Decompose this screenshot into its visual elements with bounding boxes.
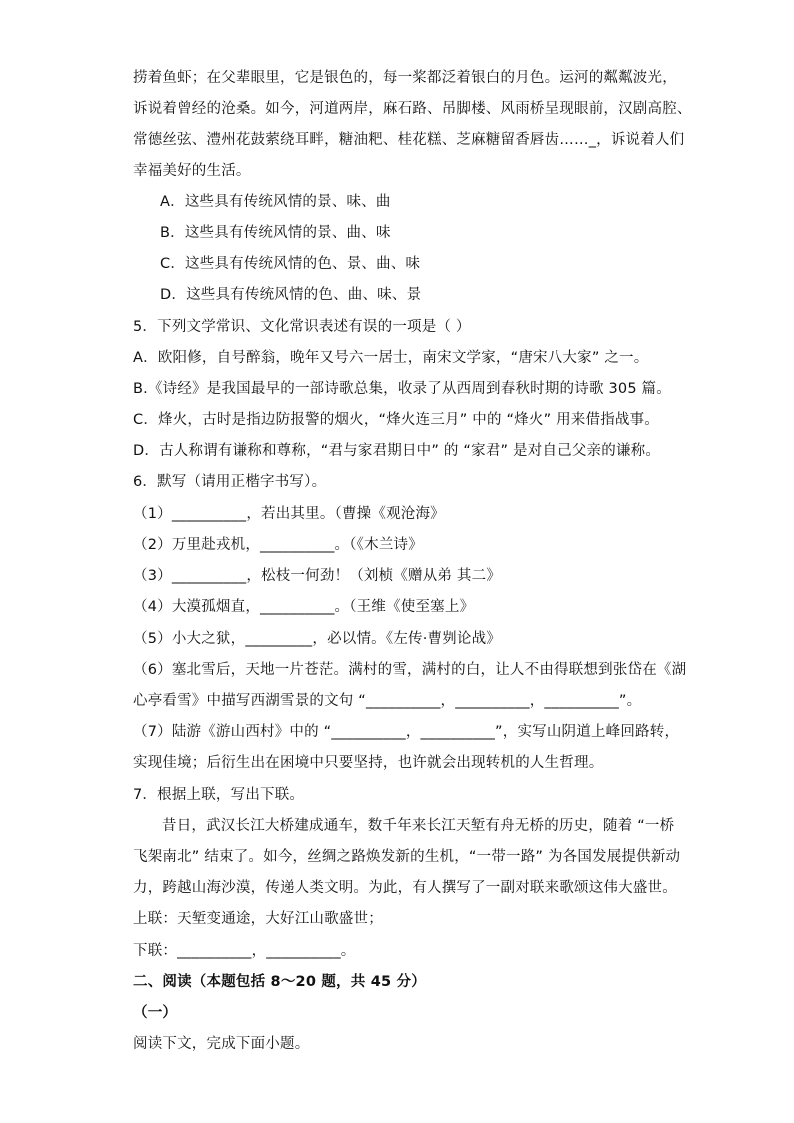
q6-item: （7）陆游《游山西村》中的 “__________，__________”，实写山阴道上峰回路转， bbox=[133, 724, 680, 740]
q7-upper-couplet: 上联：天堑变通途，大好江山歌盛世； bbox=[133, 911, 383, 927]
q6-item: （3）__________，松枝一何劲！（刘桢《赠从弟 其二》 bbox=[133, 568, 502, 584]
q7-stem: 7．根据上联，写出下联。 bbox=[133, 787, 305, 803]
q5-option-a: A．欧阳修，自号醉翁，晚年又号六一居士，南宋文学家，“唐宋八大家” 之一。 bbox=[133, 350, 649, 366]
q6-item: 实现佳境；后衍生出在困境中只要坚持，也许就会出现转机的人生哲理。 bbox=[133, 755, 604, 771]
q7-lower-couplet: 下联：__________，__________。 bbox=[133, 943, 356, 959]
q6-item: （6）塞北雪后，天地一片苍茫。满村的雪，满村的白，让人不由得联想到张岱在《湖 bbox=[133, 662, 687, 678]
section-instruction: 阅读下文，完成下面小题。 bbox=[133, 1036, 310, 1052]
q5-stem: 5．下列文学常识、文化常识表述有误的一项是（ ） bbox=[133, 319, 471, 335]
q6-item: （4）大漠孤烟直，__________。（王维《使至塞上》 bbox=[133, 599, 475, 615]
q7-passage-line: 飞架南北” 结束了。如今，丝绸之路焕发新的生机，“一带一路” 为各国发展提供新动 bbox=[133, 849, 681, 865]
q6-item: （5）小大之狱，_________，必以情。《左传·曹刿论战》 bbox=[133, 631, 502, 647]
q4-option-a: A．这些具有传统风情的景、味、曲 bbox=[160, 194, 391, 210]
passage-line: 捞着鱼虾；在父辈眼里，它是银色的，每一桨都泛着银白的月色。运河的粼粼波光， bbox=[133, 70, 677, 86]
q7-passage-line: 昔日，武汉长江大桥建成通车，数千年来长江天堑有舟无桥的历史，随着 “一桥 bbox=[162, 818, 675, 834]
passage-line: 幸福美好的生活。 bbox=[133, 163, 251, 179]
q4-option-c: C．这些具有传统风情的色、景、曲、味 bbox=[160, 256, 421, 272]
q7-passage-line: 力，跨越山海沙漠，传递人类文明。为此，有人撰写了一副对联来歌颂这伟大盛世。 bbox=[133, 880, 677, 896]
passage-line: 常德丝弦、澧州花鼓萦绕耳畔，糖油粑、桂花糕、芝麻糖留香唇齿……_，诉说着人们 bbox=[133, 132, 685, 148]
q6-item: （1）__________，若出其里。（曹操《观沧海》 bbox=[133, 506, 445, 522]
q5-option-b: B.《诗经》是我国最早的一部诗歌总集，收录了从西周到春秋时期的诗歌 305 篇。 bbox=[133, 381, 671, 397]
q5-option-c: C．烽火，古时是指边防报警的烟火，“烽火连三月” 中的 “烽火” 用来借指战事。 bbox=[133, 412, 659, 428]
section-title: 二、阅读（本题包括 8～20 题，共 45 分） bbox=[133, 974, 426, 990]
q4-option-d: D．这些具有传统风情的色、曲、味、景 bbox=[160, 287, 422, 303]
q6-item: 心亭看雪》中描写西湖雪景的文句 “__________，__________，__________”。 bbox=[133, 693, 642, 709]
q6-stem: 6．默写（请用正楷字书写）。 bbox=[133, 474, 327, 490]
q5-option-d: D．古人称谓有谦称和尊称，“君与家君期日中” 的 “家君” 是对自己父亲的谦称。 bbox=[133, 443, 661, 459]
passage-line: 诉说着曾经的沧桑。如今，河道两岸，麻石路、吊脚楼、风雨桥呈现眼前，汉剧高腔、 bbox=[133, 101, 692, 117]
section-subtitle: （一） bbox=[133, 1005, 178, 1021]
q4-option-b: B．这些具有传统风情的景、曲、味 bbox=[160, 225, 391, 241]
q6-item: （2）万里赴戎机，__________。（《木兰诗》 bbox=[133, 537, 423, 553]
